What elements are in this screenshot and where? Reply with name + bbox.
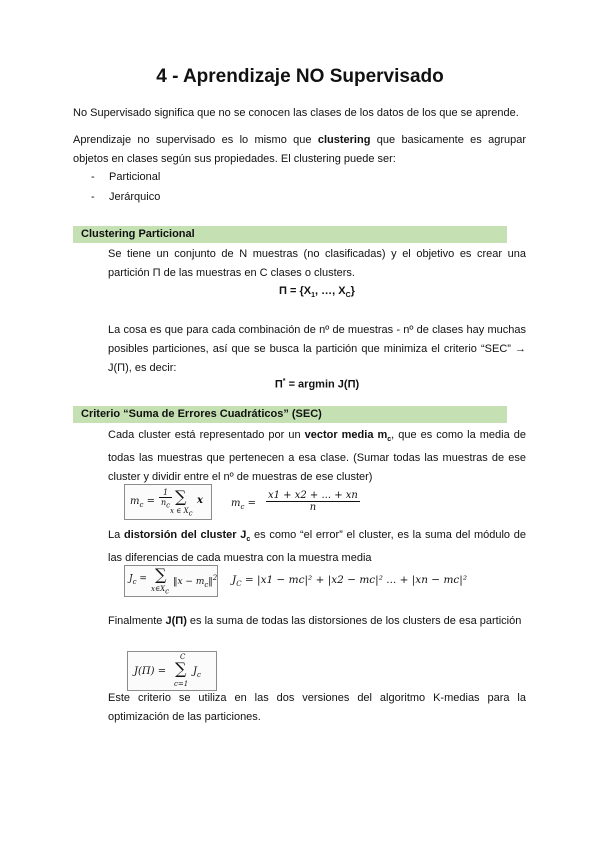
total-term — [193, 666, 201, 679]
text-part: es la suma de todas las distorsiones de los clusters de esa partición — [186, 615, 522, 627]
sec-paragraph-1 — [108, 426, 526, 487]
argmin-formula — [108, 378, 526, 391]
particional-paragraph-2: La cosa es que para cada combinación de nº de muestras - nº de clases hay muchas posibles particiones, así que se busca la partición que minimiza el criterio “SEC” → J(Π), es decir: — [108, 324, 526, 374]
dist-lhs — [129, 574, 147, 586]
math-sub: c — [197, 671, 201, 679]
sum-index — [151, 585, 169, 595]
sum-symbol: ∑ — [175, 659, 187, 678]
math-eq: = — [139, 574, 147, 584]
math-expr: = |x1 − mc|² + |x2 − mc|² ... + |xn − mc|² — [244, 574, 468, 586]
math-den: n — [309, 502, 317, 513]
keyword-sub: c — [387, 436, 392, 444]
total-lhs: J(Π) = — [134, 666, 167, 677]
math-sub: c — [165, 587, 170, 596]
total-formula-image — [127, 651, 217, 691]
formula-part: Π — [274, 378, 283, 391]
distortion-formula-image — [124, 565, 218, 597]
mean-formula-image — [124, 484, 212, 520]
math-eq: = — [247, 498, 256, 509]
keyword-sub: c — [246, 536, 251, 544]
mean2-lhs — [231, 498, 256, 511]
clustering-paragraph — [73, 131, 526, 169]
formula-sub: C — [345, 292, 351, 300]
j-pi-keyword: J(Π) — [165, 615, 187, 627]
text-part: Finalmente — [108, 615, 166, 627]
formula-part: = argmin J(Π) — [285, 378, 360, 391]
list-item: - Particional — [91, 171, 161, 183]
sum-index — [170, 507, 193, 517]
sum-top: C — [180, 653, 186, 661]
mean2-fraction — [266, 490, 360, 513]
list-item-label: Jerárquico — [109, 191, 161, 203]
particional-paragraph-1: Se tiene un conjunto de N muestras (no clasificadas) y el objetivo es crear una partición Π de las muestras en C clases o clusters. — [108, 248, 526, 279]
math-var: n — [161, 498, 167, 507]
clustering-text-a: Aprendizaje no supervisado es lo mismo que — [73, 134, 318, 146]
math-sub: C — [236, 580, 242, 589]
intro-paragraph: No Supervisado significa que no se conocen las clases de los datos de los que se aprende. — [73, 107, 519, 119]
mean-lhs — [130, 496, 155, 509]
math-var: m — [231, 498, 241, 509]
sec-paragraph-3 — [108, 612, 526, 631]
clustering-text-c: que basicamente es agrupar objetos en clases según sus propiedades. El clustering puede ser: — [73, 134, 526, 165]
math-num: x1 + x2 + ... + xn — [268, 490, 358, 501]
math-var: x ∈ X — [170, 507, 189, 515]
math-var: J — [193, 666, 198, 677]
math-var: ‖x − m — [173, 577, 205, 587]
distorsion-keyword: distorsión del cluster J — [123, 529, 247, 541]
sum-symbol: ∑ — [175, 487, 187, 506]
math-var: m — [130, 496, 140, 507]
math-var: J — [129, 574, 133, 584]
clustering-keyword: clustering — [317, 134, 371, 146]
math-sup: 2 — [212, 574, 218, 582]
math-var: J — [232, 574, 237, 586]
sum-index: c=1 — [174, 680, 189, 688]
sum-symbol: ∑ — [155, 565, 167, 584]
math-sub: c — [240, 503, 245, 511]
text-part: La — [108, 529, 124, 541]
formula-sup: * — [282, 378, 286, 385]
page-title: 4 - Aprendizaje NO Supervisado — [156, 66, 444, 87]
math-sub: c — [166, 501, 171, 510]
sec-paragraph-2 — [108, 526, 526, 568]
math-eq: = — [146, 496, 155, 507]
math-var: x∈X — [151, 585, 166, 593]
math-var: ‖ — [208, 577, 213, 587]
formula-part: Π = {X — [279, 285, 312, 297]
text-part: Cada cluster está representado por un — [108, 429, 305, 441]
math-sub: c — [188, 509, 193, 518]
section-heading-particional: Clustering Particional — [73, 226, 507, 243]
math-sub: c — [204, 580, 209, 589]
math-var: x — [197, 495, 203, 506]
dist-term — [173, 574, 217, 589]
text-part: , que es como la media de todas las muestras que pertenecen a esa clase. (Sumar todas las muestras de ese cluster y dividir entre el nº de muestras de ese cluster) — [108, 429, 526, 484]
math-num: 1 — [159, 488, 172, 498]
formula-part: , …, X — [315, 285, 346, 297]
partition-formula — [108, 285, 526, 299]
sec-paragraph-4: Este criterio se utiliza en las dos versiones del algoritmo K-medias para la optimización de las particiones. — [108, 692, 526, 723]
list-item: - Jerárquico — [91, 191, 161, 203]
formula-sub: 1 — [311, 292, 316, 300]
math-sub: c — [132, 577, 137, 586]
section-heading-sec: Criterio “Suma de Errores Cuadráticos” (SEC) — [73, 406, 507, 423]
math-sub: c — [139, 501, 144, 509]
vector-media-keyword: vector media m — [304, 429, 388, 441]
text-part: es como “el error” el cluster, es la suma del módulo de las diferencias de cada muestra con la muestra media — [108, 529, 527, 565]
formula-part: } — [350, 285, 355, 297]
distortion-formula-expanded — [232, 574, 467, 588]
list-item-label: Particional — [109, 171, 161, 183]
